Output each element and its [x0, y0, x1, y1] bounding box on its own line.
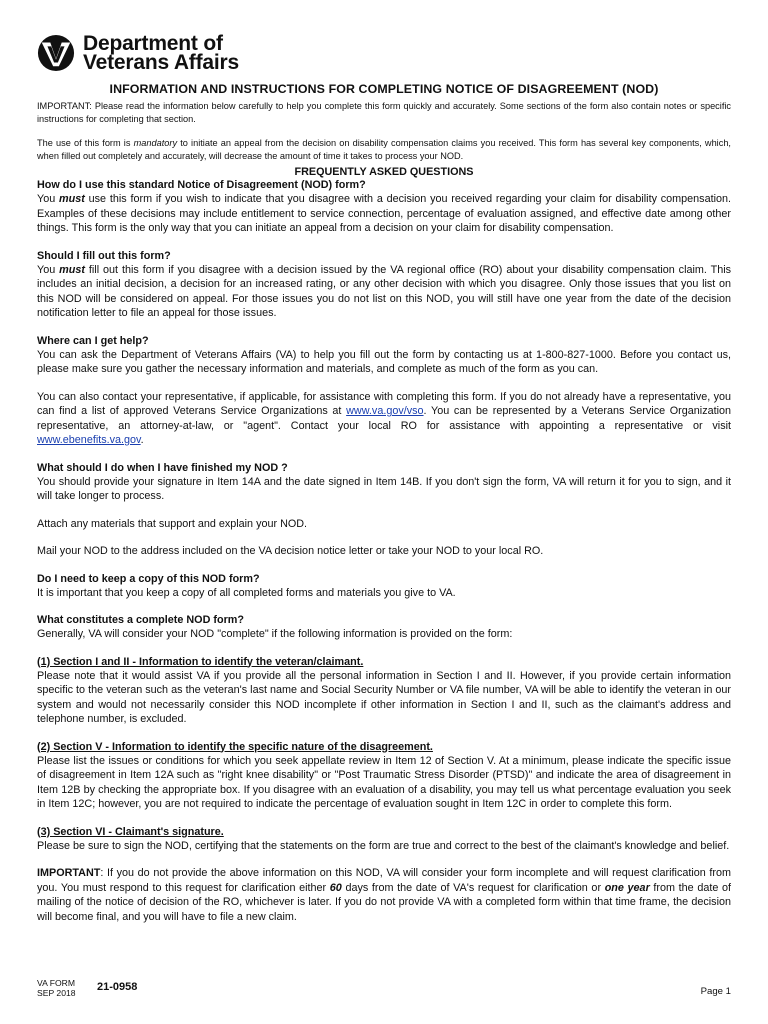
form-page [37, 30, 731, 924]
answer-1 [37, 192, 731, 236]
ebenefits-link[interactable]: www.ebenefits.va.gov [37, 434, 141, 446]
form-label-line-2: SEP 2018 [37, 988, 76, 998]
page-number: Page 1 [700, 986, 731, 997]
question-1: How do I use this standard Notice of Disagreement (NOD) form? [37, 179, 366, 191]
answer-6: Generally, VA will consider your NOD "complete" if the following information is provided on the form: [37, 628, 513, 640]
answer-3-para-2-pre: You can also contact your representative, if applicable, for assistance with completing this form. If you do not already have a representative, you can find a list of approved Veterans Service Organizations at [37, 390, 731, 417]
answer-1-emph: must [59, 193, 85, 205]
answer-2-post: fill out this form if you disagree with a decision issued by the VA regional office (RO) about your disability compensation claim. This includes an initial decision, a decision for an increased rating, or any other decision with which you disagree. Only those issues that you list on this NOD will be considered on appeal. For those issues you do not list on this NOD, you will still have one year from the date of the decision notification letter to file an appeal for those issues. [37, 263, 732, 319]
usage-note [37, 137, 731, 163]
department-line-1: Department of [83, 32, 223, 55]
final-important-days: 60 [329, 881, 342, 894]
important-note-label: IMPORTANT: [37, 101, 92, 111]
answer-3-para-2-mid: . You can be represented by a Veterans Service Organization representative, an attorney-at-law, or "agent". Contact your local RO for assistance with appointing a representative or visit [37, 405, 732, 432]
form-title: INFORMATION AND INSTRUCTIONS FOR COMPLETING NOTICE OF DISAGREEMENT (NOD) [109, 82, 659, 96]
question-3: Where can I get help? [37, 334, 149, 347]
important-note-text: Please read the information below carefully to help you complete this form quickly and accurately. Some sections of the form also contain notes or specific instructions for completing that section. [37, 101, 732, 124]
question-5: Do I need to keep a copy of this NOD form? [37, 572, 260, 585]
footer [37, 975, 731, 1005]
usage-note-pre: The use of this form is [37, 138, 131, 148]
answer-2-emph: must [59, 263, 85, 276]
answer-4-para-3: Mail your NOD to the address included on the VA decision notice letter or take your NOD to your local RO. [37, 545, 544, 557]
answer-1-post: use this form if you wish to indicate that you disagree with a decision you received regarding your claim for disability compensation. Examples of these decisions may include entitlement to service connection, percentage of evaluation assigned, and effective date among other things. This form is the only way that you can initiate an appeal from a decision on your claim for disability compensation. [37, 193, 731, 234]
header [37, 30, 731, 76]
form-number: 21-0958 [97, 981, 138, 993]
faq-heading: FREQUENTLY ASKED QUESTIONS [294, 166, 474, 178]
section-2-text: Please list the issues or conditions for which you seek appellate review in Item 12 of Section V. At a minimum, please indicate the specific issue of disagreement in Item 12A such as "right knee disability" or "Post Traumatic Stress Disorder (PTSD)" and indicate the area of disagreement in Item 12B by checking the appropriate box. If you disagree with an evaluation of a disability, you may tell us what percentage evaluation you seek in Item 12C; however, you are not required to indicate the percentage of evaluation sought in Item 12C in order to complete this form. [37, 754, 731, 810]
usage-note-post: to initiate an appeal from the decision on disability compensation claims you received. This form has several key components, which, when filled out completely and accurately, will decrease the amount of time it takes to process your NOD. [37, 138, 731, 161]
usage-note-emph: mandatory [133, 138, 178, 148]
important-note [37, 100, 731, 126]
form-label-line-1: VA FORM [37, 978, 76, 988]
question-4: What should I do when I have finished my NOD ? [37, 461, 288, 474]
section-3-heading: (3) Section VI - Claimant's signature. [37, 825, 224, 838]
section-1-text: Please note that it would assist VA if you provide all the personal information in Section I and II. However, if you provide certain information specific to the veteran such as the veteran's last name and Social Security Number or VA file number, VA will be able to identify the veteran in our system and would not necessarily consider this NOD incomplete if other information in Section I and II, such as the claimant's address and telephone number, is excluded. [37, 669, 731, 725]
question-2: Should I fill out this form? [37, 249, 171, 262]
answer-4-para-1: You should provide your signature in Item 14A and the date signed in Item 14B. If you don't sign the form, VA will return it for you to sign, and it will take longer to process. [37, 475, 731, 502]
final-important-note [37, 866, 731, 924]
vso-link[interactable]: www.va.gov/vso [346, 405, 424, 417]
department-line-2: Veterans Affairs [83, 51, 239, 74]
section-3-text: Please be sure to sign the NOD, certifying that the statements on the form are true and correct to the best of the claimant's knowledge and belief. [37, 839, 730, 852]
final-important-year: one year [604, 881, 650, 894]
answer-3-para-1: You can ask the Department of Veterans Affairs (VA) to help you fill out the form by contacting us at 1-800-827-1000. Before you contact us, please make sure you gather the necessary information and materials, and complete as much of the form as you can. [37, 348, 731, 375]
answer-2-pre: You [37, 263, 56, 276]
answer-4-para-2: Attach any materials that support and explain your NOD. [37, 517, 308, 530]
final-important-label: IMPORTANT [37, 867, 101, 879]
question-6: What constitutes a complete NOD form? [37, 614, 244, 626]
final-important-post: from the date of mailing of the notice of decision of the RO, whichever is later. If you do not provide VA with a completed form within that time frame, the decision will become final, and you will have to file a new claim. [37, 881, 731, 923]
answer-2 [37, 263, 731, 321]
answer-3-para-2-end: . [140, 434, 144, 446]
final-important-pre: : If you do not provide the above information on this NOD, VA will consider your form incomplete and will request clarification from you. You must respond to this request for clarification either [37, 867, 731, 894]
section-2-heading: (2) Section V - Information to identify the specific nature of the disagreement. [37, 740, 433, 753]
answer-1-pre: You [37, 193, 56, 205]
answer-5: It is important that you keep a copy of all completed forms and materials you give to VA. [37, 586, 456, 599]
va-seal-logo-icon [37, 34, 75, 72]
final-important-mid: days from the date of VA's request for clarification or [345, 881, 602, 894]
section-1-heading: (1) Section I and II - Information to identify the veteran/claimant. [37, 655, 364, 668]
answer-3-para-2 [37, 390, 731, 448]
department-name [83, 34, 239, 72]
form-label [37, 978, 76, 998]
